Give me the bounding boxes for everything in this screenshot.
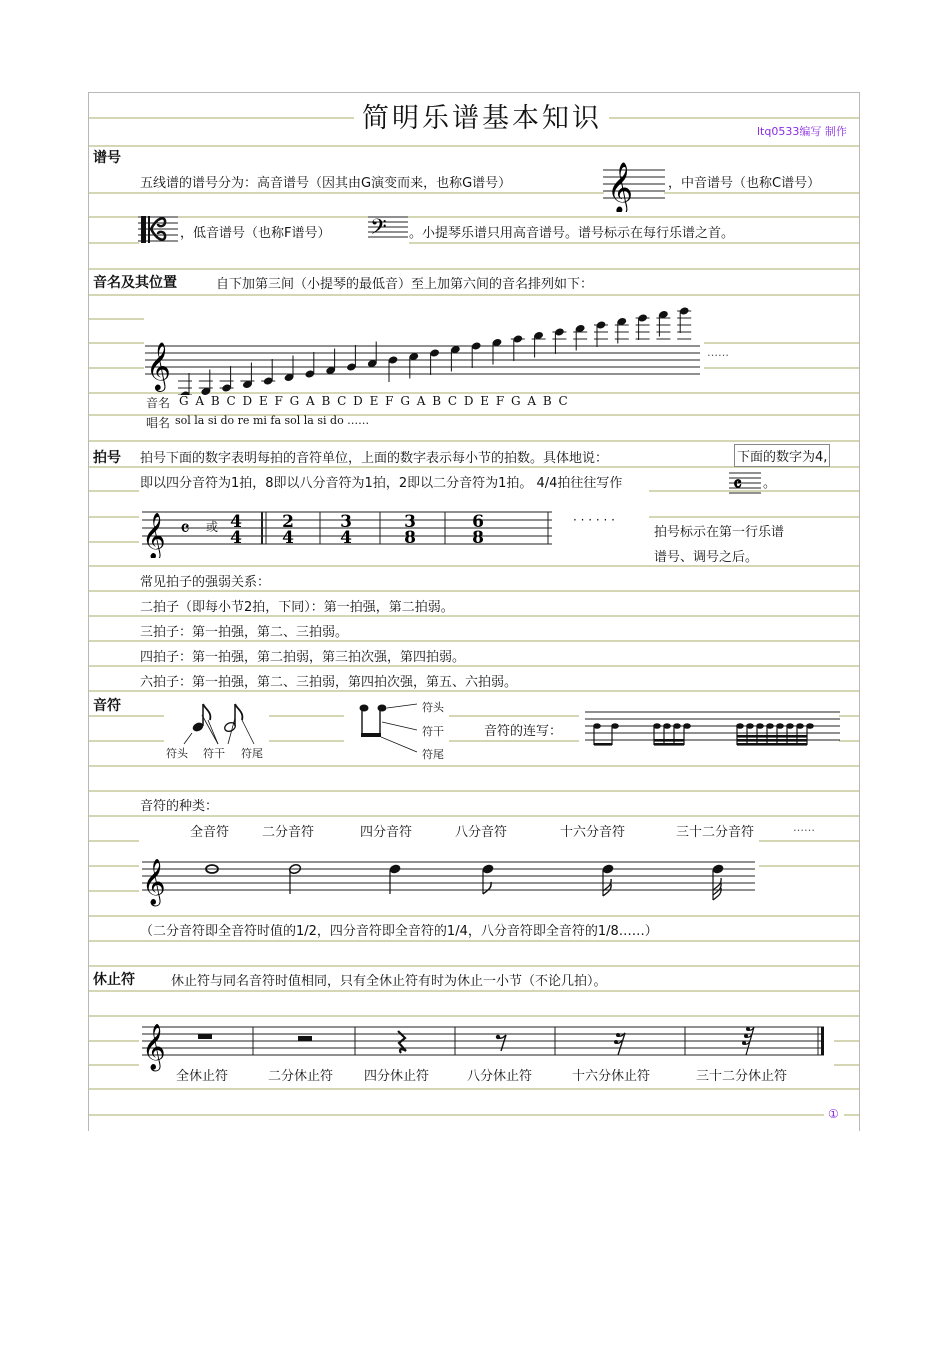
solfege-label: 唱名 — [146, 416, 171, 430]
label-beam-flag: 符尾 — [422, 748, 444, 761]
note-heading: 音符 — [93, 698, 121, 714]
rest-heading: 休止符 — [93, 972, 135, 988]
note-types-more: …… — [793, 821, 815, 834]
meter-line-1: 拍号下面的数字表明每拍的音符单位，上面的数字表示每小节的拍数。具体地说： — [140, 451, 609, 466]
pitch-staff — [140, 300, 705, 395]
note-ratio-text: （二分音符即全音符时值的1/2，四分音符即全音符的1/4，八分音符即全音符的1/8……） — [140, 924, 658, 939]
meter-line-2-end: 。 — [763, 476, 777, 491]
meter-denominator: 4 — [230, 528, 242, 548]
svg-text:𝄞: 𝄞 — [142, 859, 166, 905]
rest-type-label: 三十二分休止符 — [696, 1069, 788, 1084]
author-credit: ltq0533编写 制作 — [757, 125, 847, 138]
svg-text:𝄴: 𝄴 — [180, 517, 190, 542]
rest-description: 休止符与同名音符时值相同，只有全休止符有时为休止一小节（不论几拍）。 — [171, 974, 607, 989]
pitch-names: G A B C D E F G A B C D E F G A B C D E F G A B C — [179, 394, 569, 408]
alto-clef-icon — [138, 212, 178, 248]
label-beam-head: 符头 — [422, 701, 444, 714]
label-note-stem: 符干 — [203, 747, 225, 760]
clef-text-2a: ，低音谱号（也称F谱号） — [180, 226, 331, 241]
pitch-description: 自下加第三间（小提琴的最低音）至上加第六间的音名排列如下： — [216, 277, 594, 292]
note-type-label: 八分音符 — [455, 825, 508, 840]
rest-type-label: 四分休止符 — [364, 1069, 430, 1084]
beam — [737, 735, 807, 738]
strong-weak-title: 常见拍子的强弱关系： — [140, 575, 271, 590]
meter-heading: 拍号 — [93, 450, 121, 466]
clef-text-1b: ，中音谱号（也称C谱号） — [668, 176, 821, 191]
meter-numerator: 6 — [472, 512, 484, 532]
page-number: ① — [828, 1107, 839, 1121]
note-type-label: 四分音符 — [360, 825, 413, 840]
clef-heading: 谱号 — [93, 150, 121, 166]
note-type-label: 全音符 — [190, 825, 230, 840]
rest-type-label: 十六分休止符 — [572, 1069, 651, 1084]
strong-weak-line: 六拍子：第一拍强，第二、三拍弱，第四拍次强，第五、六拍弱。 — [140, 675, 518, 690]
label-beam-stem: 符干 — [422, 725, 444, 738]
beam-label: 音符的连写： — [484, 724, 563, 739]
common-time-icon — [729, 468, 761, 496]
meter-denominator: 8 — [472, 528, 484, 548]
note-types-staff — [140, 850, 760, 910]
svg-text:𝄞: 𝄞 — [146, 341, 171, 390]
note-type-label: 二分音符 — [262, 825, 315, 840]
beamed-notes — [585, 708, 840, 750]
meter-denominator: 4 — [282, 528, 294, 548]
meter-numerator: 2 — [282, 512, 294, 532]
clef-text-1a: 五线谱的谱号分为：高音谱号（因其由G演变而来，也称G谱号） — [140, 176, 512, 191]
meter-staff — [140, 503, 560, 558]
svg-text:𝄞: 𝄞 — [142, 1024, 166, 1070]
note-type-label: 三十二分音符 — [676, 825, 755, 840]
meter-denominator: 4 — [340, 528, 352, 548]
strong-weak-line: 二拍子（即每小节2拍，下同）：第一拍强，第二拍弱。 — [140, 600, 454, 615]
rest-type-label: 二分休止符 — [268, 1069, 334, 1084]
meter-line-1-box: 下面的数字为4, — [734, 444, 830, 467]
meter-note-2: 谱号、调号之后。 — [654, 550, 759, 565]
rest-type-label: 八分休止符 — [467, 1069, 533, 1084]
beam-parts-diagram — [355, 700, 425, 760]
svg-text:𝄞: 𝄞 — [142, 513, 166, 558]
clef-text-2b: 。小提琴乐谱只用高音谱号。谱号标示在每行乐谱之首。 — [409, 226, 735, 241]
meter-or-label: 或 — [206, 520, 219, 534]
bass-clef-icon — [368, 212, 408, 242]
svg-text:𝄞: 𝄞 — [607, 162, 634, 212]
label-note-flag: 符尾 — [241, 747, 263, 760]
meter-numerator: 3 — [404, 512, 416, 532]
meter-dots: · · · · · · — [573, 513, 615, 527]
beam — [737, 743, 807, 746]
beam — [594, 743, 612, 746]
pitch-heading: 音名及其位置 — [93, 275, 177, 291]
beam — [737, 739, 807, 742]
beam — [654, 743, 684, 746]
svg-text:𝄴: 𝄴 — [733, 472, 742, 496]
meter-note-1: 拍号标示在第一行乐谱 — [654, 525, 785, 540]
beam — [654, 739, 684, 742]
strong-weak-line: 四拍子：第一拍强，第二拍弱，第三拍次强，第四拍弱。 — [140, 650, 466, 665]
meter-numerator: 3 — [340, 512, 352, 532]
note-type-label: 十六分音符 — [560, 825, 626, 840]
rest-type-label: 全休止符 — [176, 1069, 229, 1084]
label-note-head: 符头 — [166, 747, 188, 760]
page-title: 简明乐谱基本知识 — [362, 103, 602, 134]
meter-line-2: 即以四分音符为1拍，8即以八分音符为1拍，2即以二分音符为1拍。 4/4拍往往写作 — [140, 476, 623, 491]
pitch-ellipsis: …… — [707, 346, 729, 359]
svg-text:𝄢: 𝄢 — [370, 215, 387, 242]
note-parts-diagram — [160, 700, 270, 748]
solfege-names: sol la si do re mi fa sol la si do …… — [175, 414, 370, 427]
note-types-title: 音符的种类： — [140, 799, 219, 814]
meter-numerator: 4 — [230, 512, 242, 532]
meter-denominator: 8 — [404, 528, 416, 548]
pitch-names-label: 音名 — [146, 396, 171, 410]
treble-clef-icon — [603, 156, 665, 212]
strong-weak-line: 三拍子：第一拍强，第二、三拍弱。 — [140, 625, 349, 640]
